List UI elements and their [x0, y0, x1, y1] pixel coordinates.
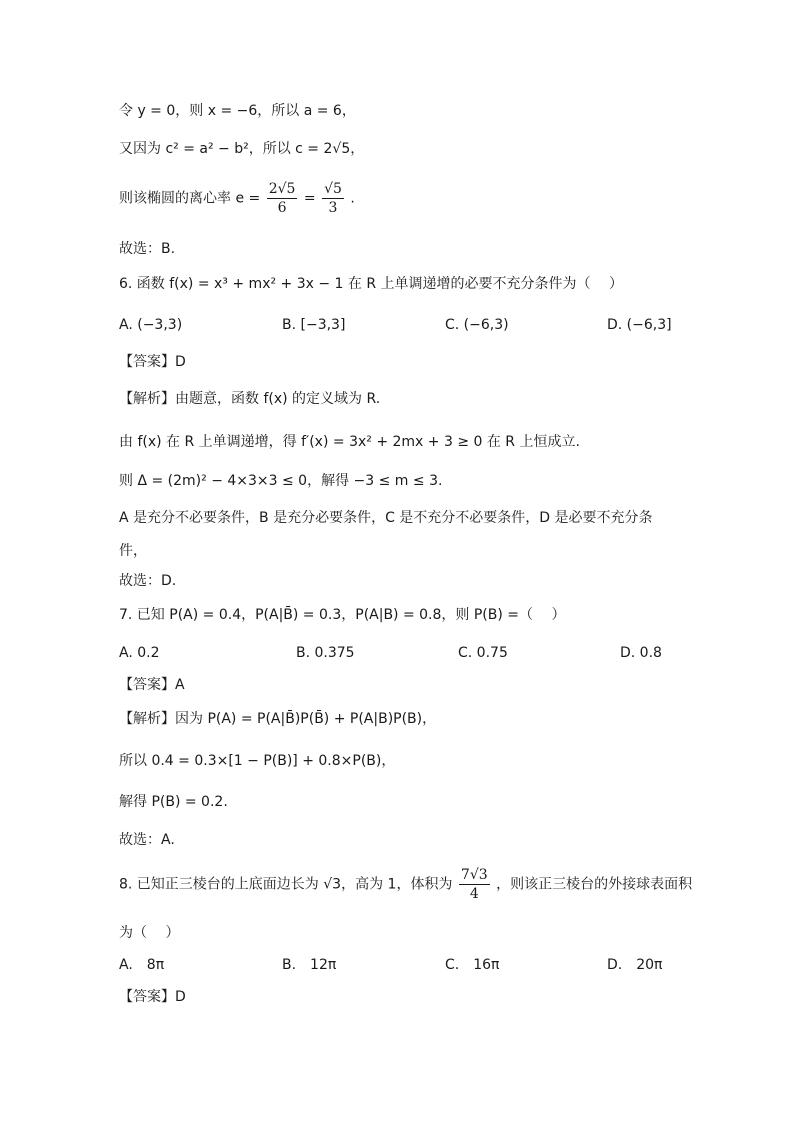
q6-solution-5: 件，	[119, 543, 147, 559]
eccentricity-prefix: 则该椭圆的离心率 e =	[119, 190, 261, 207]
eccentricity-line	[119, 180, 355, 217]
q7-option-b: B. 0.375	[296, 645, 355, 661]
fraction-2-denominator: 3	[328, 200, 338, 216]
q8-answer: 【答案】D	[119, 989, 186, 1005]
choice-line-5: 故选：B.	[119, 241, 176, 257]
q6-solution-4: A 是充分不必要条件，B 是充分必要条件，C 是不充分不必要条件，D 是必要不充分条	[119, 510, 653, 526]
q7-option-a: A. 0.2	[119, 645, 160, 661]
eccentricity-suffix: .	[350, 190, 355, 207]
fraction-2	[322, 180, 344, 217]
q6-solution-3: 则 Δ = (2m)² − 4×3×3 ≤ 0，解得 −3 ≤ m ≤ 3.	[119, 473, 443, 489]
q6-option-d: D. (−6,3]	[607, 317, 672, 333]
q7-choice: 故选：A.	[119, 832, 175, 848]
volume-fraction-denominator: 4	[469, 886, 479, 902]
solution-line-1: 令 y = 0，则 x = −6，所以 a = 6，	[119, 103, 356, 119]
equals-sign: =	[303, 190, 316, 207]
q8-option-c: C. 16π	[445, 957, 500, 973]
fraction-2-numerator: √5	[324, 181, 342, 197]
fraction-1	[267, 180, 298, 217]
q6-option-b: B. [−3,3]	[282, 317, 346, 333]
q6-choice: 故选：D.	[119, 573, 177, 589]
q6-answer: 【答案】D	[119, 354, 186, 370]
q7-solution-3: 解得 P(B) = 0.2.	[119, 794, 228, 810]
question-8	[119, 866, 692, 903]
q8-option-d: D. 20π	[607, 957, 663, 973]
volume-fraction-numerator: 7√3	[460, 867, 488, 883]
fraction-1-denominator: 6	[277, 200, 287, 216]
q8-continuation: 为（ ）	[119, 925, 180, 941]
q7-option-c: C. 0.75	[458, 645, 508, 661]
question-7: 7. 已知 P(A) = 0.4，P(A|B̄) = 0.3，P(A|B) = 0.8，则 P(B) =（ ）	[119, 607, 566, 623]
q6-solution-1: 【解析】由题意，函数 f(x) 的定义域为 R.	[119, 391, 381, 407]
q6-option-a: A. (−3,3)	[119, 317, 183, 333]
q8-suffix: ，则该正三棱台的外接球表面积	[496, 876, 693, 893]
solution-line-2: 又因为 c² = a² − b²，所以 c = 2√5，	[119, 141, 365, 157]
volume-fraction	[459, 866, 490, 903]
question-6: 6. 函数 f(x) = x³ + mx² + 3x − 1 在 R 上单调递增的必要不充分条件为（ ）	[119, 276, 623, 292]
q6-solution-2: 由 f(x) 在 R 上单调递增，得 f′(x) = 3x² + 2mx + 3 ≥ 0 在 R 上恒成立.	[119, 434, 580, 450]
q8-option-b: B. 12π	[282, 957, 337, 973]
q7-solution-2: 所以 0.4 = 0.3×[1 − P(B)] + 0.8×P(B)，	[119, 753, 396, 769]
q7-answer: 【答案】A	[119, 677, 185, 693]
q8-option-a: A. 8π	[119, 957, 165, 973]
fraction-1-numerator: 2√5	[268, 181, 296, 197]
q7-option-d: D. 0.8	[620, 645, 662, 661]
q7-solution-1: 【解析】因为 P(A) = P(A|B̄)P(B̄) + P(A|B)P(B)，	[119, 711, 437, 727]
q8-prefix: 8. 已知正三棱台的上底面边长为 √3，高为 1，体积为	[119, 876, 453, 893]
q6-option-c: C. (−6,3)	[445, 317, 509, 333]
